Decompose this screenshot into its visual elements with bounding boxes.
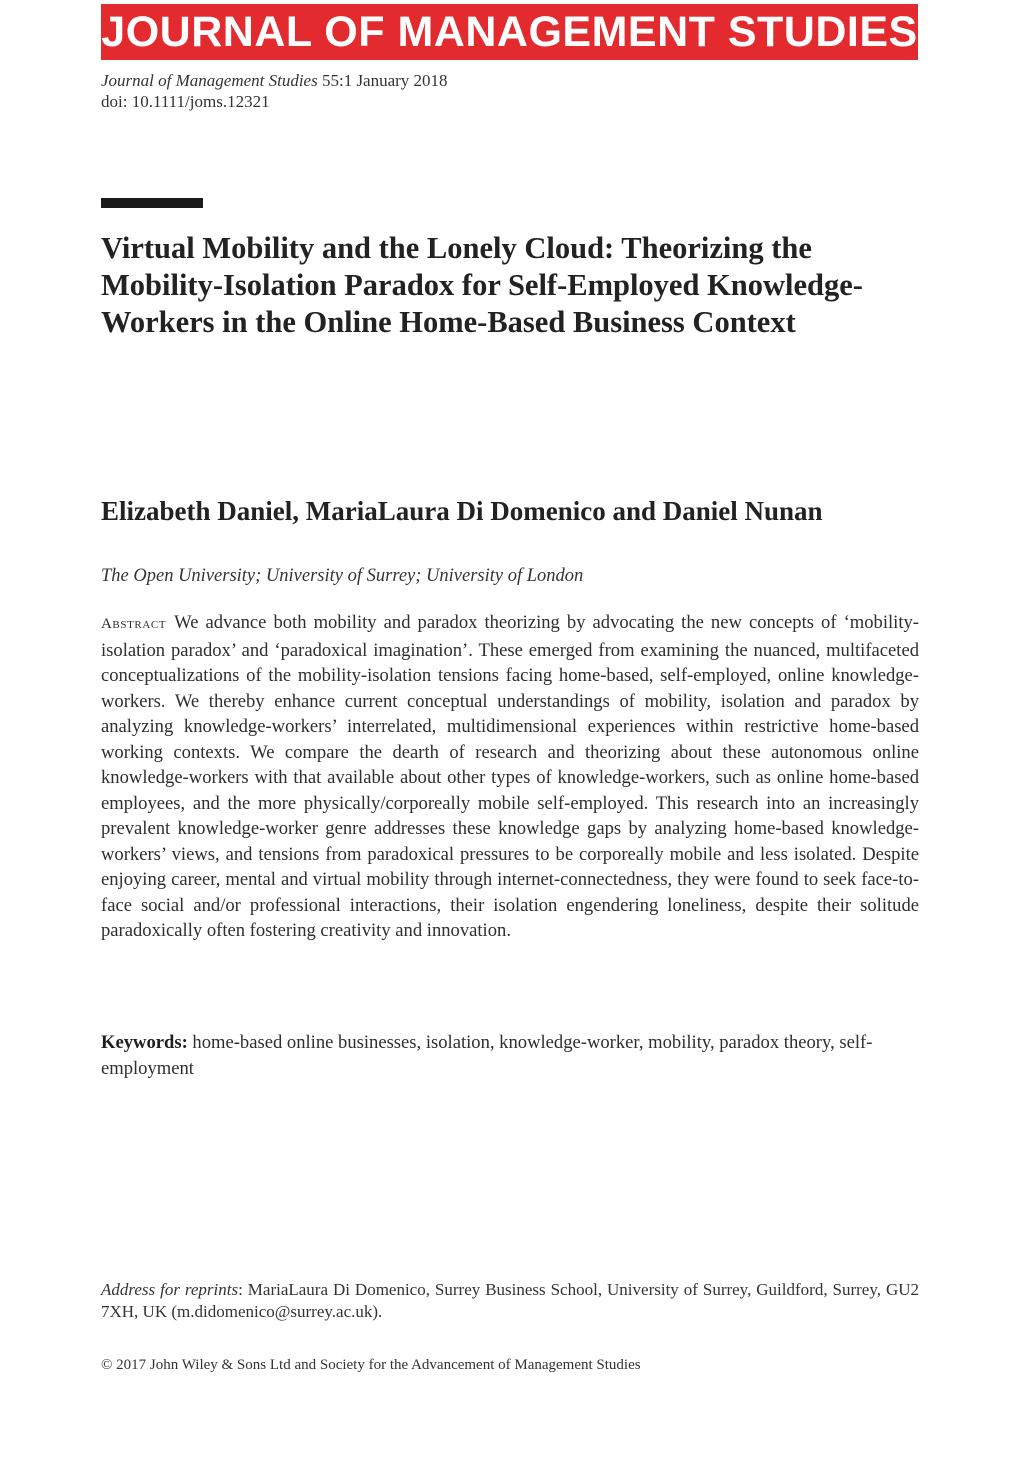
reprints-text: : MariaLaura Di Domenico, Surrey Business School, University of Surrey, Guildford, Surrey, GU2 7XH, UK (m.didomenico@surrey.ac.uk). (101, 1280, 919, 1321)
keywords-label: Keywords: (101, 1032, 188, 1053)
citation-line (101, 70, 448, 91)
issue-info: 55:1 January 2018 (321, 71, 448, 90)
citation-meta (101, 70, 448, 112)
title-rule (101, 198, 203, 208)
article-title: Virtual Mobility and the Lonely Cloud: Theorizing the Mobility-Isolation Paradox for Self-Employed Knowledge-Workers in the Online Home-Based Business Context (101, 231, 863, 339)
abstract (101, 610, 919, 944)
doi: doi: 10.1111/joms.12321 (101, 92, 270, 111)
journal-banner (101, 4, 918, 60)
abstract-text: We advance both mobility and paradox theorizing by advocating the new concepts of ‘mobility-isolation paradox’ and ‘paradoxical imagination’. These emerged from examining the nuanced, multifaceted conceptualizations of the mobility-isolation tensions facing home-based, self-employed, online knowledge-workers. We thereby enhance current conceptual understandings of mobility, isolation and paradox by analyzing knowledge-workers’ interrelated, multidimensional experiences within restrictive home-based working contexts. We compare the dearth of research and theorizing about these autonomous online knowledge-workers with that available about other types of knowledge-workers, such as online home-based employees, and the more physically/corporeally mobile self-employed. This research into an increasingly prevalent knowledge-worker genre addresses these knowledge gaps by analyzing home-based knowledge-workers’ views, and tensions from paradoxical pressures to be corporeally mobile and less isolated. Despite enjoying career, mental and virtual mobility through internet-connectedness, they were found to seek face-to-face social and/or professional interactions, their isolation engendering loneliness, despite their solitude paradoxically often fostering creativity and innovation. (101, 612, 919, 941)
journal-banner-title: JOURNAL OF MANAGEMENT STUDIES (101, 7, 918, 56)
keywords-text: home-based online businesses, isolation, knowledge-worker, mobility, paradox theory, self-employment (101, 1032, 873, 1079)
abstract-label: Abstract (101, 616, 167, 632)
reprints-label: Address for reprints (101, 1280, 239, 1299)
copyright-notice: © 2017 John Wiley & Sons Ltd and Society for the Advancement of Management Studies (101, 1357, 641, 1373)
reprints-address (101, 1279, 919, 1323)
keywords (101, 1030, 901, 1081)
author-list: Elizabeth Daniel, MariaLaura Di Domenico and Daniel Nunan (101, 496, 823, 526)
journal-name: Journal of Management Studies (101, 71, 318, 90)
affiliations: The Open University; University of Surrey; University of London (101, 566, 584, 586)
